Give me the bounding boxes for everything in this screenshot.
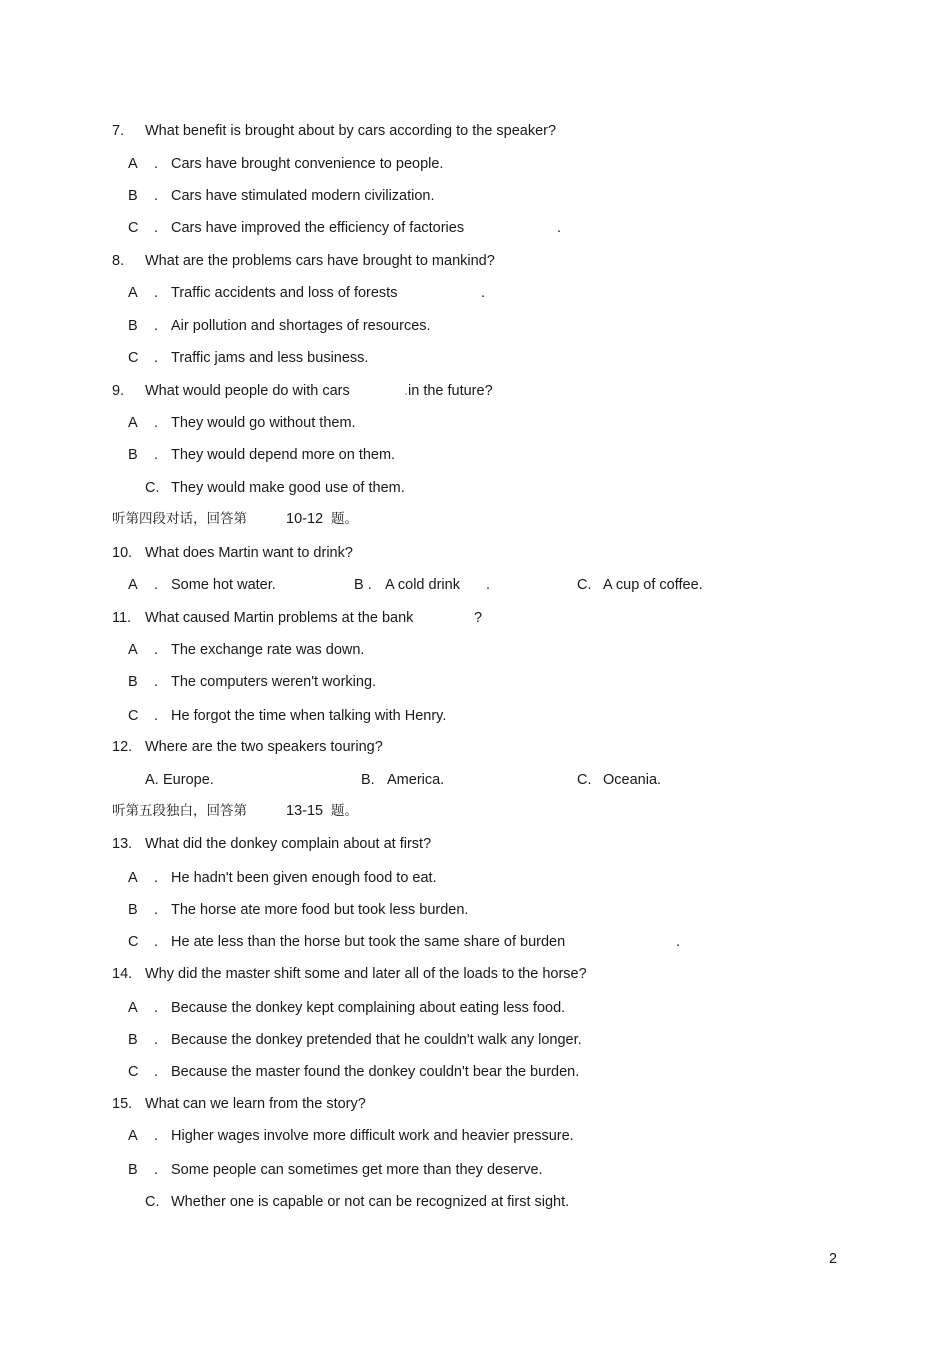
page-number [829,1250,837,1268]
option-dot: . [154,285,159,301]
option-text: A cold drink [385,577,460,593]
question-number: 10. [112,545,133,561]
question-text: What would people do with cars [145,383,350,399]
option-letter: C [128,1064,139,1080]
option-letter: B [128,318,138,334]
question-text: What caused Martin problems at the bank [145,610,414,626]
option-dot: . [154,1032,159,1048]
option-dot: . [154,447,159,463]
option-text: Because the donkey kept complaining about eating less food. [171,1000,566,1016]
option-letter: C [128,350,139,366]
option-dot: . [154,674,159,690]
option-letter: A [128,642,138,658]
option-letter: A [128,156,138,172]
question-number: 7. [112,123,125,139]
option-letter: B [128,1162,138,1178]
question-text: What benefit is brought about by cars according to the speaker? [145,123,557,139]
option-text: Because the donkey pretended that he couldn't walk any longer. [171,1032,582,1048]
option-text: Some hot water. [171,577,276,593]
option-letter: B. [361,772,375,788]
option-dot: . [154,577,159,593]
question-text: Why did the master shift some and later all of the loads to the horse? [145,966,587,982]
option-letter: C. [145,480,160,496]
trailing-period: . [486,577,491,593]
option-text: Traffic accidents and loss of forests [171,285,398,301]
option-letter: C. [577,577,592,593]
trailing-period: . [676,934,681,950]
section-prefix: 听第四段对话，回答第 [112,511,247,527]
option-letter: B [128,188,138,204]
option-text: Europe. [163,772,214,788]
option-letter: A. [145,772,159,788]
question-number: 14. [112,966,133,982]
option-letter: C [128,220,139,236]
option-text: Some people can sometimes get more than they deserve. [171,1162,543,1178]
option-text: A cup of coffee. [603,577,703,593]
option-text: He hadn't been given enough food to eat. [171,870,437,886]
option-text: They would depend more on them. [171,447,396,463]
option-letter: A [128,1128,138,1144]
question-number: 15. [112,1096,133,1112]
section-range: 13-15 [286,803,324,819]
question-text: What did the donkey complain about at first? [145,836,432,852]
option-text: Whether one is capable or not can be recognized at first sight. [171,1194,570,1210]
option-text: Cars have stimulated modern civilization. [171,188,435,204]
option-dot: . [154,1128,159,1144]
section-prefix: 听第五段独白，回答第 [112,803,247,819]
option-letter: C. [577,772,592,788]
option-letter: A [128,577,138,593]
page-number-text: 2 [829,1251,838,1267]
option-text: Oceania. [603,772,662,788]
option-letter: B [128,902,138,918]
question-number: 11. [112,610,132,626]
option-dot: . [154,1000,159,1016]
question-number: 13. [112,836,133,852]
option-letter: B [128,674,138,690]
option-text: He ate less than the horse but took the same share of burden [171,934,566,950]
option-dot: . [154,934,159,950]
question-mark: ? [474,610,483,626]
option-letter: A [128,1000,138,1016]
option-text: America. [387,772,445,788]
option-letter: A [128,285,138,301]
question-number: 9. [112,383,125,399]
option-dot: . [154,902,159,918]
option-text: The computers weren't working. [171,674,377,690]
option-text: They would make good use of them. [171,480,405,496]
option-text: They would go without them. [171,415,356,431]
option-dot: . [154,1064,159,1080]
trailing-period: . [557,220,562,236]
stray-mark: . [404,383,409,399]
option-dot: . [154,870,159,886]
option-letter: B . [354,577,372,593]
option-letter: C [128,708,139,724]
option-text: Because the master found the donkey couldn't bear the burden. [171,1064,580,1080]
option-text: Air pollution and shortages of resources. [171,318,431,334]
option-dot: . [154,220,159,236]
option-text: Higher wages involve more difficult work and heavier pressure. [171,1128,574,1144]
option-text: The exchange rate was down. [171,642,365,658]
option-letter: A [128,415,138,431]
option-text: The horse ate more food but took less burden. [171,902,469,918]
option-dot: . [154,188,159,204]
option-text: He forgot the time when talking with Henry. [171,708,447,724]
question-text: What does Martin want to drink? [145,545,353,561]
option-dot: . [154,642,159,658]
question-text-tail: in the future? [408,383,493,399]
option-dot: . [154,318,159,334]
option-letter: A [128,870,138,886]
option-dot: . [154,415,159,431]
trailing-period: . [481,285,486,301]
question-text: Where are the two speakers touring? [145,739,383,755]
option-dot: . [154,350,159,366]
option-letter: C [128,934,139,950]
option-letter: C. [145,1194,160,1210]
option-text: Cars have improved the efficiency of factories [171,220,465,236]
option-dot: . [154,708,159,724]
option-text: Traffic jams and less business. [171,350,369,366]
option-text: Cars have brought convenience to people. [171,156,444,172]
option-letter: B [128,1032,138,1048]
question-text: What are the problems cars have brought to mankind? [145,253,495,269]
option-dot: . [154,1162,159,1178]
section-suffix: 题。 [331,511,358,527]
option-letter: B [128,447,138,463]
question-number: 8. [112,253,125,269]
section-suffix: 题。 [331,803,358,819]
section-range: 10-12 [286,511,324,527]
question-text: What can we learn from the story? [145,1096,366,1112]
option-dot: . [154,156,159,172]
question-number: 12. [112,739,133,755]
